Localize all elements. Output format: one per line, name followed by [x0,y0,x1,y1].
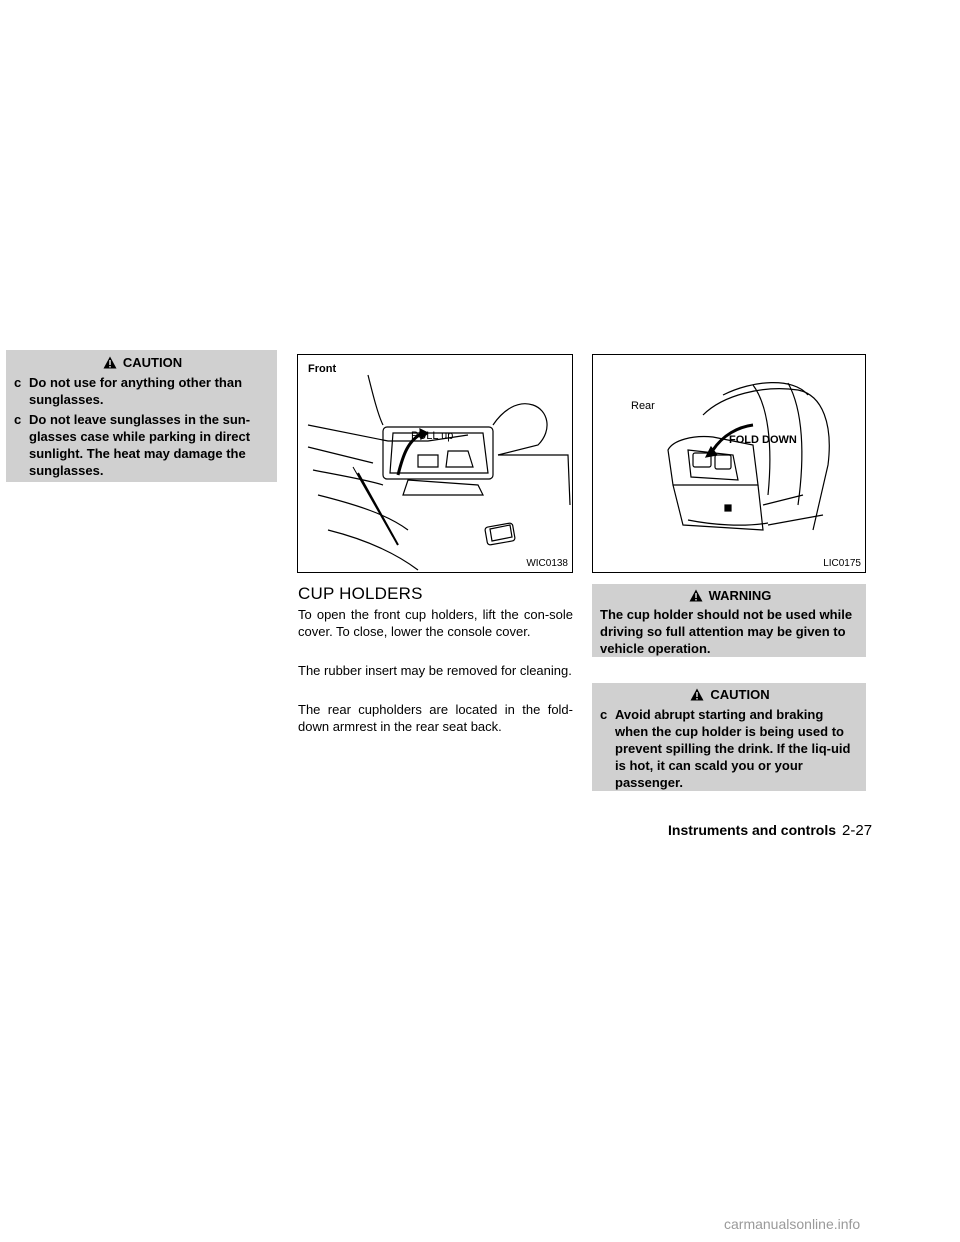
figure-code: WIC0138 [526,558,568,569]
caution-header [14,353,271,371]
figure-callout: FOLD DOWN [729,434,797,446]
warning-title: WARNING [708,587,772,603]
caution-bullet [14,411,271,479]
caution-bullet-text: Do not leave sunglasses in the sun-glasses case while parking in direct sunlight. The heat may damage the sunglasses. [29,412,251,478]
warning-header [600,586,860,604]
figure-label: Rear [631,400,655,412]
front-console-illustration [298,355,573,573]
section-heading: CUP HOLDERS [298,584,423,603]
footer-section: Instruments and controls [668,822,837,838]
caution-box [6,350,277,482]
warning-triangle-icon [689,589,703,602]
front-cup-holder-figure [297,354,573,573]
figure-callout: PULL up [411,430,454,442]
footer-page-number: 2-27 [842,822,873,839]
warning-triangle-icon [690,688,704,701]
caution-bullet [14,374,271,408]
body-paragraph: The rear cupholders are located in the fold-down armrest in the rear seat back. [298,702,573,734]
warning-text: The cup holder should not be used while driving so full attention may be given to vehicle operation. [600,607,853,656]
body-paragraph: The rubber insert may be removed for cleaning. [298,663,572,678]
figure-code: LIC0175 [823,558,861,569]
caution-bullet-text: Avoid abrupt starting and braking when the cup holder is being used to prevent spilling the drink. If the liq-uid is hot, it can scald you or your passenger. [615,707,851,790]
warning-box [592,584,866,657]
warning-triangle-icon [103,356,117,369]
bullet-marker: c [14,412,22,427]
caution-box [592,683,866,791]
rear-armrest-illustration [593,355,866,573]
page-footer [668,822,872,839]
rear-cup-holder-figure [592,354,866,573]
body-paragraph: To open the front cup holders, lift the con-sole cover. To close, lower the console cover. [298,607,573,639]
bullet-marker: c [600,707,608,722]
bullet-marker: c [14,375,22,390]
caution-bullet [600,706,860,791]
caution-title: CAUTION [710,686,770,702]
caution-bullet-text: Do not use for anything other than sunglasses. [29,375,243,407]
caution-title: CAUTION [122,354,183,370]
caution-header [600,685,860,703]
watermark: carmanualsonline.info [724,1216,861,1232]
figure-label: Front [308,363,337,375]
